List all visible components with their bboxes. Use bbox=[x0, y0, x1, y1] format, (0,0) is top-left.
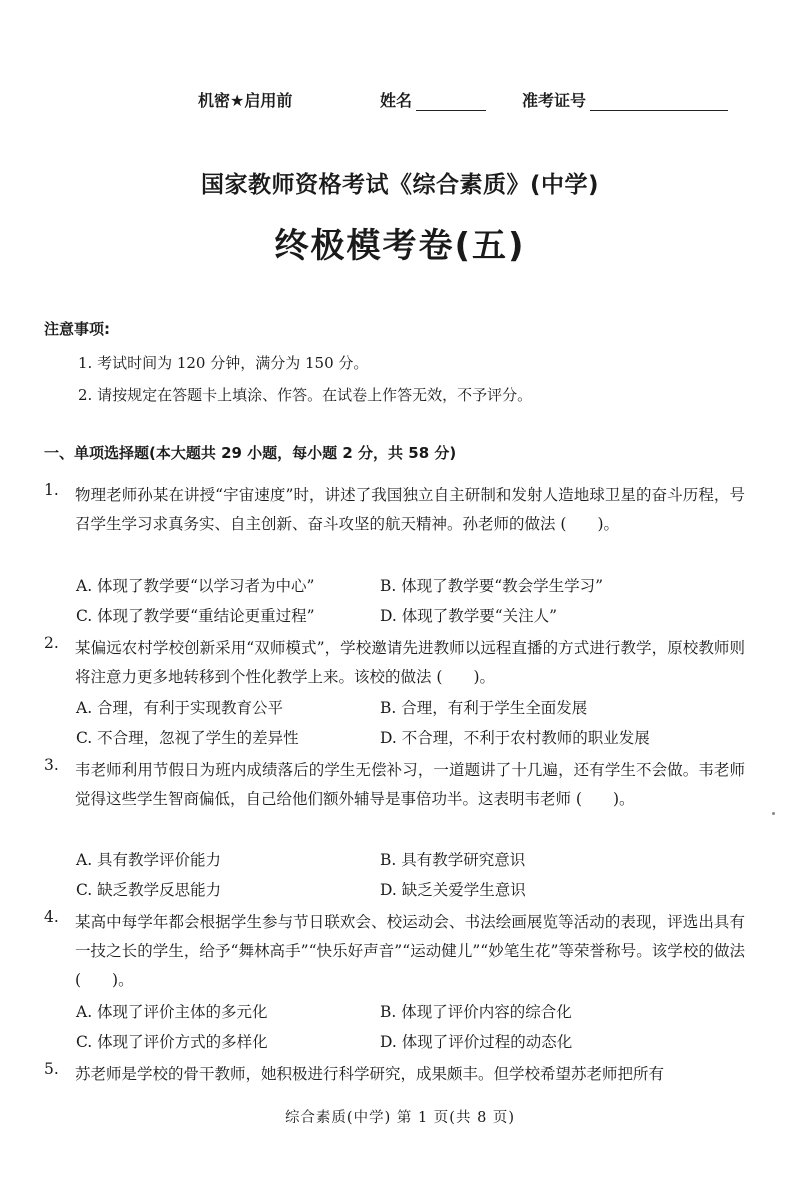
question-number: 3. bbox=[44, 756, 59, 774]
question-stem: 物理老师孙某在讲授“宇宙速度”时，讲述了我国独立自主研制和发射人造地球卫星的奋斗历程，号召学生学习求真务实、自主创新、奋斗攻坚的航天精神。孙老师的做法 ( )。 bbox=[75, 486, 745, 533]
name-blank bbox=[416, 94, 486, 111]
option-a[interactable]: A. 体现了教学要“以学习者为中心” bbox=[76, 577, 315, 595]
exam-title: 国家教师资格考试《综合素质》(中学) bbox=[200, 172, 600, 198]
question-stem: 苏老师是学校的骨干教师，她积极进行科学研究，成果颇丰。但学校希望苏老师把所有 bbox=[75, 1065, 665, 1083]
question-number: 2. bbox=[44, 634, 59, 652]
page-footer: 综合素质(中学) 第 1 页(共 8 页) bbox=[284, 1110, 516, 1126]
option-d[interactable]: D. 缺乏关爱学生意识 bbox=[380, 881, 526, 899]
confidential-label: 机密★启用前 bbox=[198, 91, 293, 110]
section-title: 一、单项选择题(本大题共 29 小题，每小题 2 分，共 58 分) bbox=[44, 444, 457, 462]
option-a[interactable]: A. 体现了评价主体的多元化 bbox=[76, 1003, 268, 1021]
header-line bbox=[0, 88, 800, 114]
option-d[interactable]: D. 体现了教学要“关注人” bbox=[380, 607, 558, 625]
question-stem: 韦老师利用节假日为班内成绩落后的学生无偿补习，一道题讲了十几遍，还有学生不会做。韦老师觉得这些学生智商偏低，自己给他们额外辅导是事倍功半。这表明韦老师 ( )。 bbox=[75, 761, 745, 808]
option-c[interactable]: C. 缺乏教学反思能力 bbox=[76, 881, 222, 899]
notice-item: 1. 考试时间为 120 分钟，满分为 150 分。 bbox=[78, 354, 369, 372]
option-a[interactable]: A. 具有教学评价能力 bbox=[76, 851, 222, 869]
option-b[interactable]: B. 体现了教学要“教会学生学习” bbox=[380, 577, 604, 595]
exam-subtitle: 终极模考卷(五) bbox=[274, 226, 526, 266]
scan-speck bbox=[772, 812, 775, 815]
option-a[interactable]: A. 合理，有利于实现教育公平 bbox=[76, 699, 284, 717]
question-number: 4. bbox=[44, 908, 59, 926]
question-number: 1. bbox=[44, 481, 59, 499]
option-d[interactable]: D. 体现了评价过程的动态化 bbox=[380, 1033, 573, 1051]
option-b[interactable]: B. 具有教学研究意识 bbox=[380, 851, 526, 869]
option-b[interactable]: B. 体现了评价内容的综合化 bbox=[380, 1003, 572, 1021]
question-stem: 某偏远农村学校创新采用“双师模式”，学校邀请先进教师以远程直播的方式进行教学，原校教师则将注意力更多地转移到个性化教学上来。该校的做法 ( )。 bbox=[75, 639, 745, 686]
ticket-blank bbox=[590, 94, 728, 111]
option-d[interactable]: D. 不合理，不利于农村教师的职业发展 bbox=[380, 729, 650, 747]
option-c[interactable]: C. 不合理，忽视了学生的差异性 bbox=[76, 729, 299, 747]
ticket-label: 准考证号 bbox=[522, 91, 587, 110]
question-stem: 某高中每学年都会根据学生参与节日联欢会、校运动会、书法绘画展览等活动的表现，评选出具有一技之长的学生，给予“舞林高手”“快乐好声音”“运动健儿”“妙笔生花”等荣誉称号。该学校的做法 ( )。 bbox=[75, 913, 745, 989]
option-c[interactable]: C. 体现了评价方式的多样化 bbox=[76, 1033, 268, 1051]
option-c[interactable]: C. 体现了教学要“重结论更重过程” bbox=[76, 607, 315, 625]
option-b[interactable]: B. 合理，有利于学生全面发展 bbox=[380, 699, 588, 717]
question-number: 5. bbox=[44, 1060, 59, 1078]
name-label: 姓名 bbox=[380, 91, 413, 110]
name-field bbox=[380, 88, 486, 111]
notice-item: 2. 请按规定在答题卡上填涂、作答。在试卷上作答无效，不予评分。 bbox=[78, 386, 533, 404]
notice-heading: 注意事项: bbox=[44, 320, 110, 338]
ticket-field bbox=[522, 88, 728, 111]
